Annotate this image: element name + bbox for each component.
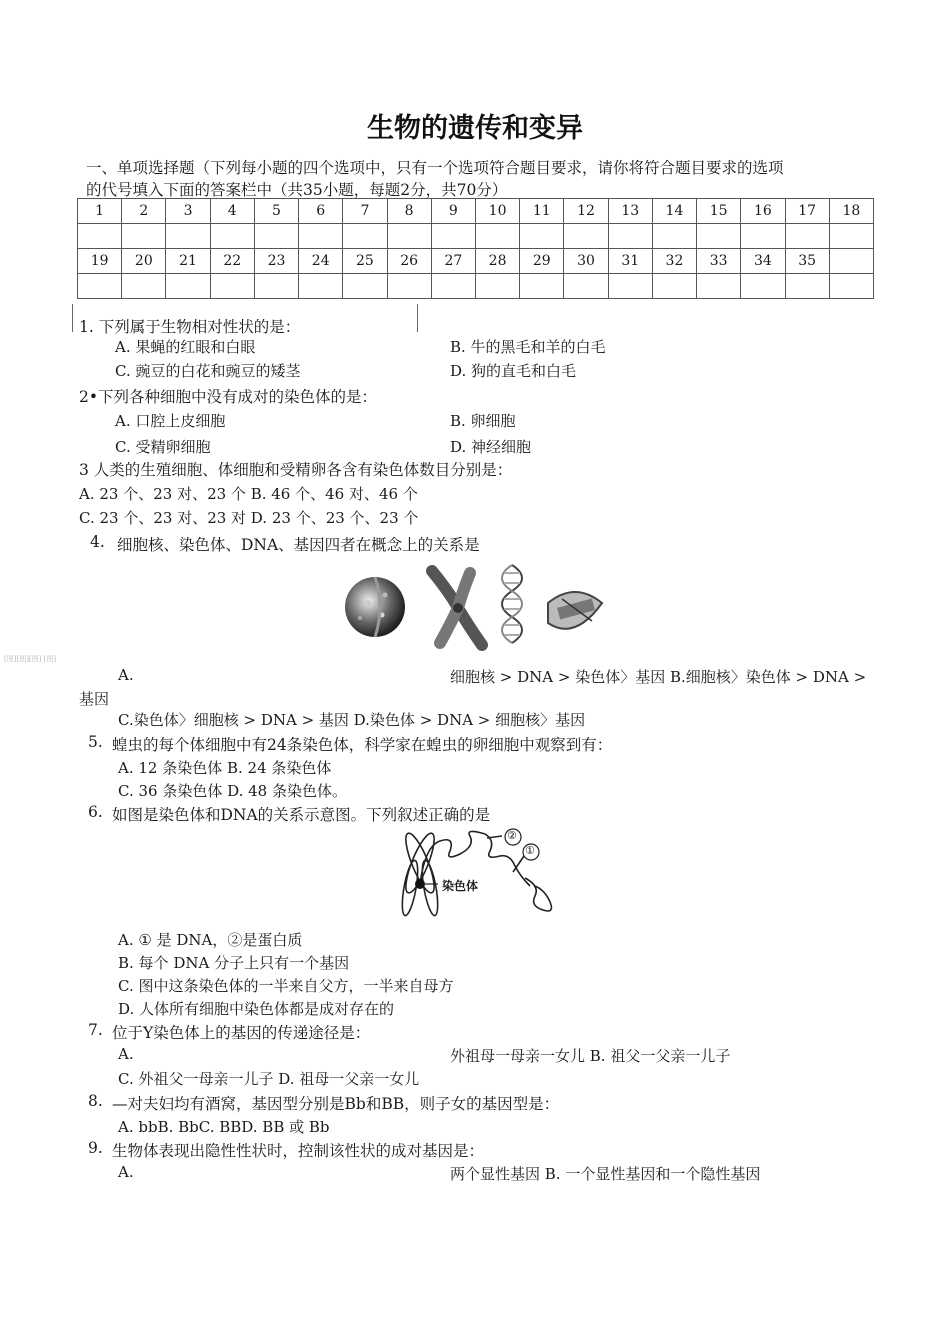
q2-option-d: D. 神经细胞: [450, 438, 532, 456]
q2-option-c: C. 受精卵细胞: [115, 438, 211, 456]
q5-options-cd: C. 36 条染色体 D. 48 条染色体。: [118, 782, 347, 800]
answer-blank-cell: [829, 224, 873, 249]
answer-number-cell: 19: [78, 249, 122, 274]
q3-stem: 3 人类的生殖细胞、体细胞和受精卵各含有染色体数目分别是：: [79, 461, 513, 479]
answer-blank-cell: [166, 274, 210, 299]
margin-line-right: [417, 304, 418, 332]
section-instructions-line1: 一、单项选择题（下列每小题的四个选项中，只有一个选项符合题目要求，请你将符合题目要求的选项: [86, 159, 784, 177]
answer-blank-cell: [78, 224, 122, 249]
answer-number-cell: 14: [652, 199, 696, 224]
answer-blank-cell: [564, 224, 608, 249]
q6-option-b: B. 每个 DNA 分子上只有一个基因: [118, 954, 350, 972]
answer-blank-cell: [520, 224, 564, 249]
answer-blank-cell: [608, 224, 652, 249]
answer-number-cell: 26: [387, 249, 431, 274]
answer-blank-cell: [697, 274, 741, 299]
answer-blank-cell: [697, 224, 741, 249]
answer-blank-cell: [608, 274, 652, 299]
answer-number-cell: 34: [741, 249, 785, 274]
answer-blank-cell: [122, 274, 166, 299]
q1-option-d: D. 狗的直毛和白毛: [450, 362, 577, 380]
answer-blank-row-2: [78, 274, 874, 299]
cell-chromosome-dna-gene-illustration: [340, 563, 610, 653]
answer-blank-cell: [520, 274, 564, 299]
chromosome-dna-diagram: [385, 826, 565, 926]
answer-blank-cell: [652, 224, 696, 249]
dna-helix-icon: [502, 565, 522, 643]
answer-blank-cell: [122, 224, 166, 249]
q7-options-cd: C. 外祖父一母亲一儿子 D. 祖母一父亲一女儿: [118, 1070, 420, 1088]
answer-blank-cell: [475, 224, 519, 249]
q6-option-c: C. 图中这条染色体的一半来自父方，一半来自母方: [118, 977, 454, 995]
q4-options-cd: C.染色体〉细胞核 > DNA > 基因 D.染色体 > DNA > 细胞核〉基因: [118, 711, 586, 729]
answer-blank-cell: [78, 274, 122, 299]
q6-number: 6.: [88, 803, 103, 821]
answer-blank-cell: [166, 224, 210, 249]
answer-number-cell: 23: [254, 249, 298, 274]
q2-stem: 2•下列各种细胞中没有成对的染色体的是：: [79, 388, 378, 406]
answer-number-cell: 31: [608, 249, 652, 274]
answer-number-cell: 3: [166, 199, 210, 224]
answer-blank-cell: [785, 224, 829, 249]
answer-number-cell: 21: [166, 249, 210, 274]
q6-figure-marker-1: ①: [525, 844, 535, 857]
answer-number-cell: 24: [299, 249, 343, 274]
q9-option-a-label: A.: [118, 1163, 134, 1181]
q1-option-c: C. 豌豆的白花和豌豆的矮茎: [115, 362, 301, 380]
answer-blank-cell: [387, 224, 431, 249]
q7-number: 7.: [88, 1021, 103, 1039]
answer-number-cell: 33: [697, 249, 741, 274]
q3-options-cd: C. 23 个、23 对、23 对 D. 23 个、23 个、23 个: [79, 509, 419, 527]
answer-number-cell: 1: [78, 199, 122, 224]
q4-options-ab-continued: 基因: [79, 690, 110, 708]
centromere-icon: [415, 879, 425, 889]
answer-number-cell: 22: [210, 249, 254, 274]
answer-blank-cell: [431, 274, 475, 299]
answer-number-cell: 17: [785, 199, 829, 224]
q4-options-ab: 细胞核 > DNA > 染色体〉基因 B.细胞核〉染色体 > DNA >: [450, 668, 867, 686]
answer-number-cell: 16: [741, 199, 785, 224]
page-title: 生物的遗传和变异: [367, 113, 583, 144]
answer-number-cell: 5: [254, 199, 298, 224]
answer-blank-row-1: [78, 224, 874, 249]
q6-stem: 如图是染色体和DNA的关系示意图。下列叙述正确的是: [112, 806, 491, 824]
q7-options-ab: 外祖母一母亲一女儿 B. 祖父一父亲一儿子: [450, 1047, 731, 1065]
q4-margin-note: [图][图][图] [图]: [4, 655, 57, 663]
margin-line-left: [72, 304, 73, 332]
q2-option-b: B. 卵细胞: [450, 412, 516, 430]
q1-stem: 1. 下列属于生物相对性状的是：: [79, 318, 301, 336]
answer-table: [77, 198, 874, 299]
q8-options: A. bbB. BbC. BBD. BB 或 Bb: [118, 1118, 330, 1136]
q9-options-ab: 两个显性基因 B. 一个显性基因和一个隐性基因: [450, 1165, 761, 1183]
q4-option-a-label: A.: [118, 666, 134, 684]
answer-number-cell: 35: [785, 249, 829, 274]
answer-blank-cell: [210, 224, 254, 249]
answer-number-cell: 2: [122, 199, 166, 224]
q6-figure-marker-2: ②: [507, 829, 517, 842]
answer-blank-cell: [741, 224, 785, 249]
q7-stem: 位于Y染色体上的基因的传递途径是：: [112, 1024, 371, 1042]
q1-option-b: B. 牛的黑毛和羊的白毛: [450, 338, 606, 356]
answer-number-cell: 7: [343, 199, 387, 224]
q5-stem: 蝗虫的每个体细胞中有24条染色体，科学家在蝗虫的卵细胞中观察到有：: [112, 736, 613, 754]
answer-blank-cell: [475, 274, 519, 299]
answer-number-cell: 27: [431, 249, 475, 274]
answer-number-cell: 28: [475, 249, 519, 274]
answer-blank-cell: [829, 274, 873, 299]
answer-number-cell: 30: [564, 249, 608, 274]
answer-blank-cell: [254, 224, 298, 249]
gene-icon: [548, 592, 602, 629]
answer-number-cell: 15: [697, 199, 741, 224]
answer-blank-cell: [387, 274, 431, 299]
q6-figure: [385, 826, 565, 926]
answer-number-cell: 10: [475, 199, 519, 224]
answer-number-cell: 9: [431, 199, 475, 224]
answer-blank-cell: [299, 224, 343, 249]
answer-number-cell: 4: [210, 199, 254, 224]
answer-number-cell: 29: [520, 249, 564, 274]
answer-number-cell: 20: [122, 249, 166, 274]
answer-blank-cell: [210, 274, 254, 299]
q6-option-a: A. ① 是 DNA，②是蛋白质: [118, 931, 303, 949]
answer-blank-cell: [741, 274, 785, 299]
q4-stem: 细胞核、染色体、DNA、基因四者在概念上的关系是: [117, 536, 480, 554]
q4-figure: [340, 563, 610, 653]
answer-number-cell: 8: [387, 199, 431, 224]
q8-stem: —对夫妇均有酒窝，基因型分别是Bb和BB，则子女的基因型是：: [112, 1095, 560, 1113]
answer-number-row-1: [78, 199, 874, 224]
answer-number-cell: 11: [520, 199, 564, 224]
chromosome-icon: [432, 571, 482, 645]
q3-options-ab: A. 23 个、23 对、23 个 B. 46 个、46 对、46 个: [79, 485, 418, 503]
answer-blank-cell: [254, 274, 298, 299]
answer-blank-cell: [431, 224, 475, 249]
answer-blank-cell: [564, 274, 608, 299]
answer-number-cell: 25: [343, 249, 387, 274]
answer-blank-cell: [785, 274, 829, 299]
answer-blank-cell: [343, 224, 387, 249]
q5-options-ab: A. 12 条染色体 B. 24 条染色体: [118, 759, 332, 777]
answer-blank-cell: [652, 274, 696, 299]
answer-number-cell: 13: [608, 199, 652, 224]
q5-number: 5.: [88, 733, 103, 751]
q9-number: 9.: [88, 1139, 103, 1157]
answer-number-cell: 6: [299, 199, 343, 224]
q2-option-a: A. 口腔上皮细胞: [115, 412, 226, 430]
answer-blank-cell: [343, 274, 387, 299]
q9-stem: 生物体表现出隐性性状时，控制该性状的成对基因是：: [112, 1142, 485, 1160]
q7-option-a-label: A.: [118, 1045, 134, 1063]
answer-number-cell: 32: [652, 249, 696, 274]
q4-number: 4.: [90, 533, 105, 551]
q6-figure-label: 染色体: [442, 879, 479, 893]
answer-number-cell: 12: [564, 199, 608, 224]
answer-number-cell: 18: [829, 199, 873, 224]
q8-number: 8.: [88, 1092, 103, 1110]
cell-nucleus-icon: [345, 577, 405, 637]
answer-number-row-2: [78, 249, 874, 274]
answer-number-cell: [829, 249, 873, 274]
answer-blank-cell: [299, 274, 343, 299]
q6-option-d: D. 人体所有细胞中染色体都是成对存在的: [118, 1000, 395, 1018]
section-instructions-line2: 的代号填入下面的答案栏中（共35小题，每题2分，共70分）: [86, 181, 508, 199]
q1-option-a: A. 果蝇的红眼和白眼: [115, 338, 256, 356]
